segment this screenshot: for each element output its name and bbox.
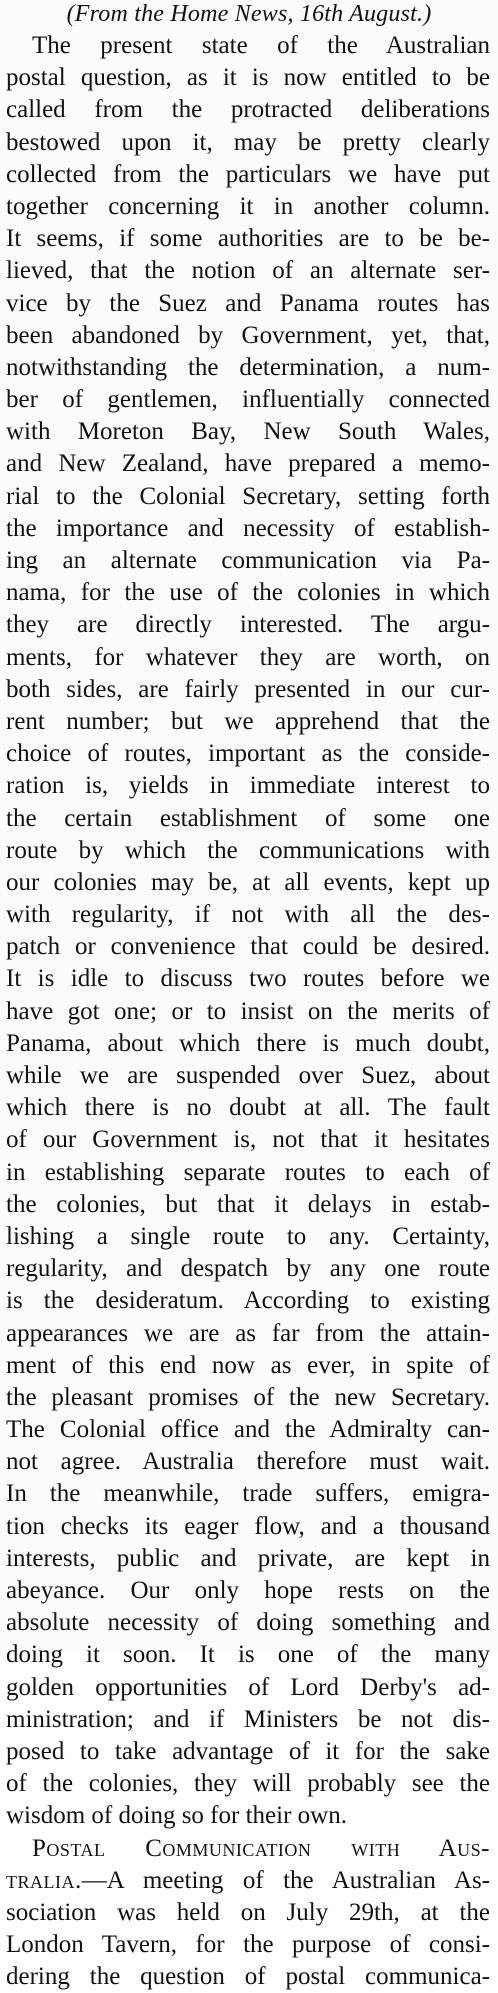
- text-line: rent number; but we apprehend that the: [6, 706, 490, 738]
- dateline: (From the Home News, 16th August.): [0, 0, 498, 28]
- text-line: interests, public and private, are kept in: [6, 1543, 490, 1575]
- text-line: which there is no doubt at all. The fault: [6, 1092, 490, 1124]
- text-line: doing it soon. It is one of the many: [6, 1639, 490, 1671]
- text-line: postal question, as it is now entitled to be: [6, 62, 490, 94]
- text-line: choice of routes, important as the conside-: [6, 738, 490, 770]
- report-heading-continued: tralia.: [6, 1867, 82, 1894]
- text-line: ments, for whatever they are worth, on: [6, 642, 490, 674]
- text-line: our colonies may be, at all events, kept up: [6, 867, 490, 899]
- report-first-line-text: —A meeting of the Australian As-: [82, 1867, 490, 1894]
- text-line: lishing a single route to any. Certainty,: [6, 1221, 490, 1253]
- text-line: abeyance. Our only hope rests on the: [6, 1575, 490, 1607]
- text-line: nama, for the use of the colonies in which: [6, 577, 490, 609]
- text-line: dering the question of postal communica-: [6, 1961, 490, 1993]
- text-line: been abandoned by Government, yet, that,: [6, 320, 490, 352]
- text-line: they are directly interested. The argu-: [6, 609, 490, 641]
- text-line: with Moreton Bay, New South Wales,: [6, 416, 490, 448]
- text-line: in establishing separate routes to each of: [6, 1157, 490, 1189]
- text-line: the certain establishment of some one: [6, 803, 490, 835]
- text-line: golden opportunities of Lord Derby's ad-: [6, 1672, 490, 1704]
- text-line: of our Government is, not that it hesitates: [6, 1124, 490, 1156]
- text-line: while we are suspended over Suez, about: [6, 1060, 490, 1092]
- text-line: lieved, that the notion of an alternate ser-: [6, 255, 490, 287]
- text-line: wisdom of doing so for their own.: [6, 1800, 490, 1832]
- leader-paragraph: [6, 30, 490, 1833]
- text-line: posed to take advantage of it for the sake: [6, 1736, 490, 1768]
- text-line: sociation was held on July 29th, at the: [6, 1897, 490, 1929]
- text-line: appearances we are as far from the attain-: [6, 1318, 490, 1350]
- text-line: In the meanwhile, trade suffers, emigra-: [6, 1478, 490, 1510]
- text-line: vice by the Suez and Panama routes has: [6, 288, 490, 320]
- report-heading: Postal Communication with Aus-: [32, 1835, 490, 1862]
- text-line: together concerning it in another column.: [6, 191, 490, 223]
- text-line: tion checks its eager flow, and a thousand: [6, 1511, 490, 1543]
- text-line: collected from the particulars we have put: [6, 159, 490, 191]
- text-line: ration is, yields in immediate interest to: [6, 770, 490, 802]
- text-line: It seems, if some authorities are to be be-: [6, 223, 490, 255]
- text-line: is the desideratum. According to existing: [6, 1285, 490, 1317]
- article-body: [6, 30, 490, 1993]
- text-line: bestowed upon it, may be pretty clearly: [6, 127, 490, 159]
- text-line: notwithstanding the determination, a num-: [6, 352, 490, 384]
- text-line: ministration; and if Ministers be not dis-: [6, 1704, 490, 1736]
- report-first-line: [6, 1865, 490, 1897]
- text-line: ber of gentlemen, influentially connected: [6, 384, 490, 416]
- text-line: The present state of the Australian: [6, 30, 490, 62]
- text-line: The Colonial office and the Admiralty can-: [6, 1414, 490, 1446]
- text-line: and New Zealand, have prepared a memo-: [6, 448, 490, 480]
- text-line: called from the protracted deliberations: [6, 94, 490, 126]
- text-line: London Tavern, for the purpose of consi-: [6, 1929, 490, 1961]
- text-line: the colonies, but that it delays in estab-: [6, 1189, 490, 1221]
- text-line: with regularity, if not with all the des-: [6, 899, 490, 931]
- text-line: of the colonies, they will probably see the: [6, 1768, 490, 1800]
- report-heading-line: [6, 1833, 490, 1865]
- text-line: have got one; or to insist on the merits of: [6, 996, 490, 1028]
- text-line: patch or convenience that could be desired.: [6, 931, 490, 963]
- text-line: Panama, about which there is much doubt,: [6, 1028, 490, 1060]
- text-line: It is idle to discuss two routes before we: [6, 963, 490, 995]
- text-line: absolute necessity of doing something and: [6, 1607, 490, 1639]
- text-line: route by which the communications with: [6, 835, 490, 867]
- text-line: both sides, are fairly presented in our cur-: [6, 674, 490, 706]
- text-line: ing an alternate communication via Pa-: [6, 545, 490, 577]
- text-line: not agree. Australia therefore must wait.: [6, 1446, 490, 1478]
- text-line: the pleasant promises of the new Secretary.: [6, 1382, 490, 1414]
- report-paragraph: [6, 1833, 490, 1993]
- text-line: the importance and necessity of establish-: [6, 513, 490, 545]
- text-line: rial to the Colonial Secretary, setting forth: [6, 481, 490, 513]
- text-line: ment of this end now as ever, in spite of: [6, 1350, 490, 1382]
- text-line: regularity, and despatch by any one route: [6, 1253, 490, 1285]
